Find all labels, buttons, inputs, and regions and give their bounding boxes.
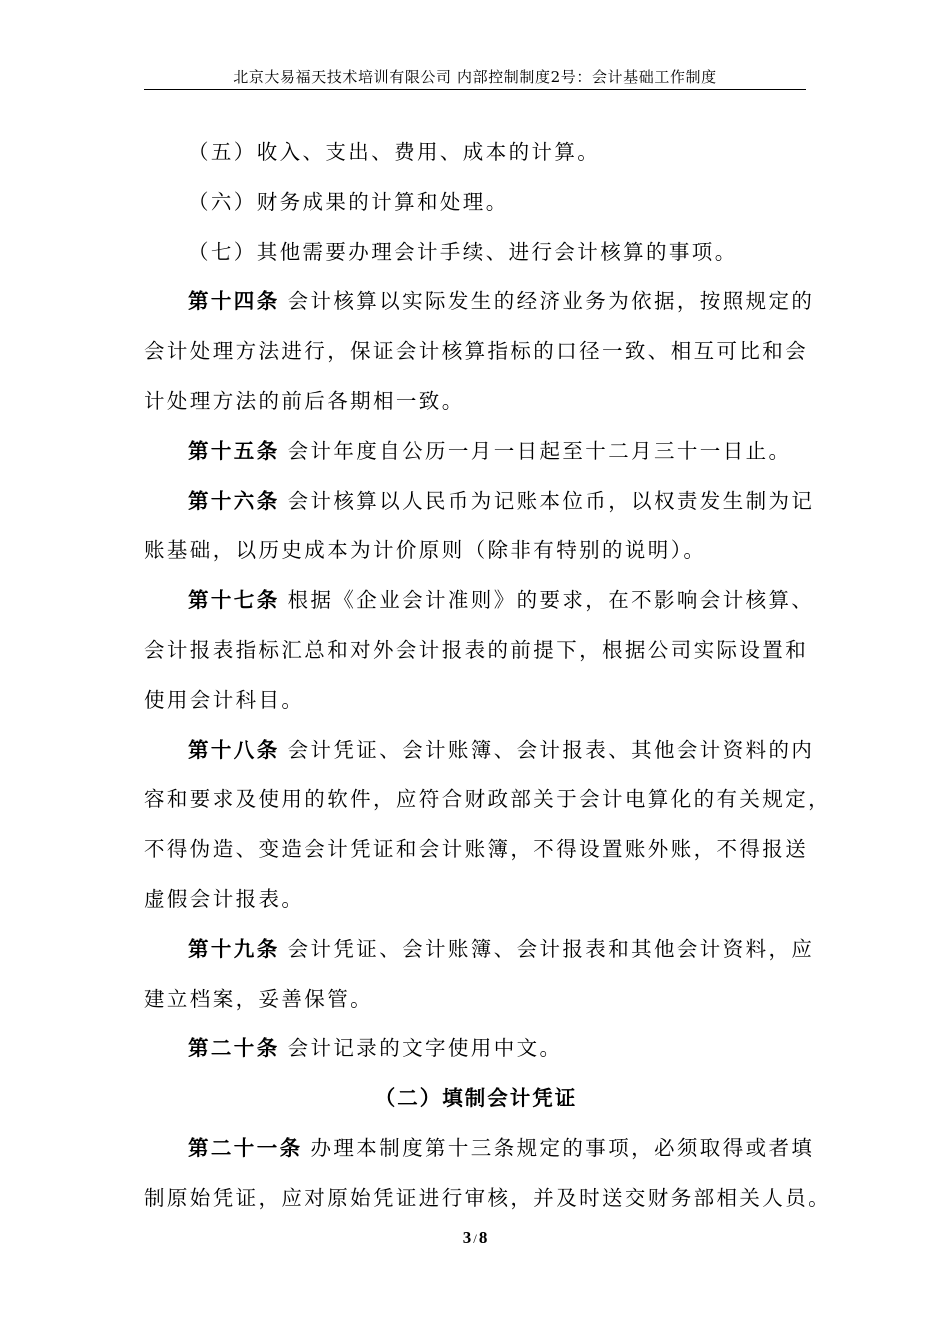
article-20 bbox=[144, 1024, 808, 1074]
article-16-label: 第十六条 bbox=[188, 488, 280, 513]
article-17-text-1: 根据《企业会计准则》的要求，在不影响会计核算、 bbox=[287, 588, 815, 613]
list-item-6: （六）财务成果的计算和处理。 bbox=[188, 189, 509, 214]
article-18-text-4: 虚假会计报表。 bbox=[144, 886, 305, 911]
article-17-text-2: 会计报表指标汇总和对外会计报表的前提下，根据公司实际设置和 bbox=[144, 637, 809, 662]
article-14-label: 第十四条 bbox=[188, 289, 280, 314]
article-17 bbox=[144, 576, 815, 626]
article-19-text-2: 建立档案，妥善保管。 bbox=[144, 986, 373, 1011]
article-21 bbox=[144, 1124, 815, 1174]
article-18-label: 第十八条 bbox=[188, 737, 280, 762]
article-19-label: 第十九条 bbox=[188, 936, 280, 961]
list-item-7: （七）其他需要办理会计手续、进行会计核算的事项。 bbox=[188, 239, 738, 264]
article-19 bbox=[144, 925, 815, 975]
article-16 bbox=[144, 477, 815, 527]
document-body bbox=[144, 128, 831, 1224]
article-17-text-3: 使用会计科目。 bbox=[144, 687, 305, 712]
document-header: 北京大易福天技术培训有限公司 内部控制制度2号：会计基础工作制度 bbox=[233, 68, 717, 86]
page-number bbox=[0, 1228, 950, 1248]
article-14-text-3: 计处理方法的前后各期相一致。 bbox=[144, 388, 465, 413]
section-heading: （二）填制会计凭证 bbox=[374, 1086, 578, 1111]
article-21-label: 第二十一条 bbox=[188, 1135, 303, 1160]
article-20-text-1: 会计记录的文字使用中文。 bbox=[287, 1036, 563, 1061]
list-item-5: （五）收入、支出、费用、成本的计算。 bbox=[188, 140, 601, 164]
current-page: 3 bbox=[462, 1228, 472, 1247]
article-21-text-2: 制原始凭证，应对原始凭证进行审核，并及时送交财务部相关人员。 bbox=[144, 1185, 831, 1210]
article-14 bbox=[144, 277, 815, 327]
header-rule bbox=[144, 89, 806, 90]
page-separator: / bbox=[473, 1231, 477, 1246]
article-21-text-1: 办理本制度第十三条规定的事项，必须取得或者填 bbox=[310, 1135, 815, 1160]
article-15 bbox=[144, 427, 808, 477]
article-18-text-2: 容和要求及使用的软件，应符合财政部关于会计电算化的有关规定， bbox=[144, 787, 831, 812]
article-18-text-3: 不得伪造、变造会计凭证和会计账簿，不得设置账外账，不得报送 bbox=[144, 837, 809, 862]
article-14-text-2: 会计处理方法进行，保证会计核算指标的口径一致、相互可比和会 bbox=[144, 339, 809, 364]
article-19-text-1: 会计凭证、会计账簿、会计报表和其他会计资料，应 bbox=[287, 936, 815, 961]
article-14-text-1: 会计核算以实际发生的经济业务为依据，按照规定的 bbox=[287, 289, 815, 314]
article-18-text-1: 会计凭证、会计账簿、会计报表、其他会计资料的内 bbox=[287, 737, 815, 762]
article-20-label: 第二十条 bbox=[188, 1036, 280, 1061]
article-16-text-1: 会计核算以人民币为记账本位币，以权责发生制为记 bbox=[287, 488, 815, 513]
article-17-label: 第十七条 bbox=[188, 588, 280, 613]
article-18 bbox=[144, 726, 815, 776]
article-15-label: 第十五条 bbox=[188, 438, 280, 463]
article-15-text-1: 会计年度自公历一月一日起至十二月三十一日止。 bbox=[287, 438, 792, 463]
article-16-text-2: 账基础，以历史成本为计价原则（除非有特别的说明）。 bbox=[144, 538, 707, 563]
total-pages: 8 bbox=[478, 1228, 488, 1247]
